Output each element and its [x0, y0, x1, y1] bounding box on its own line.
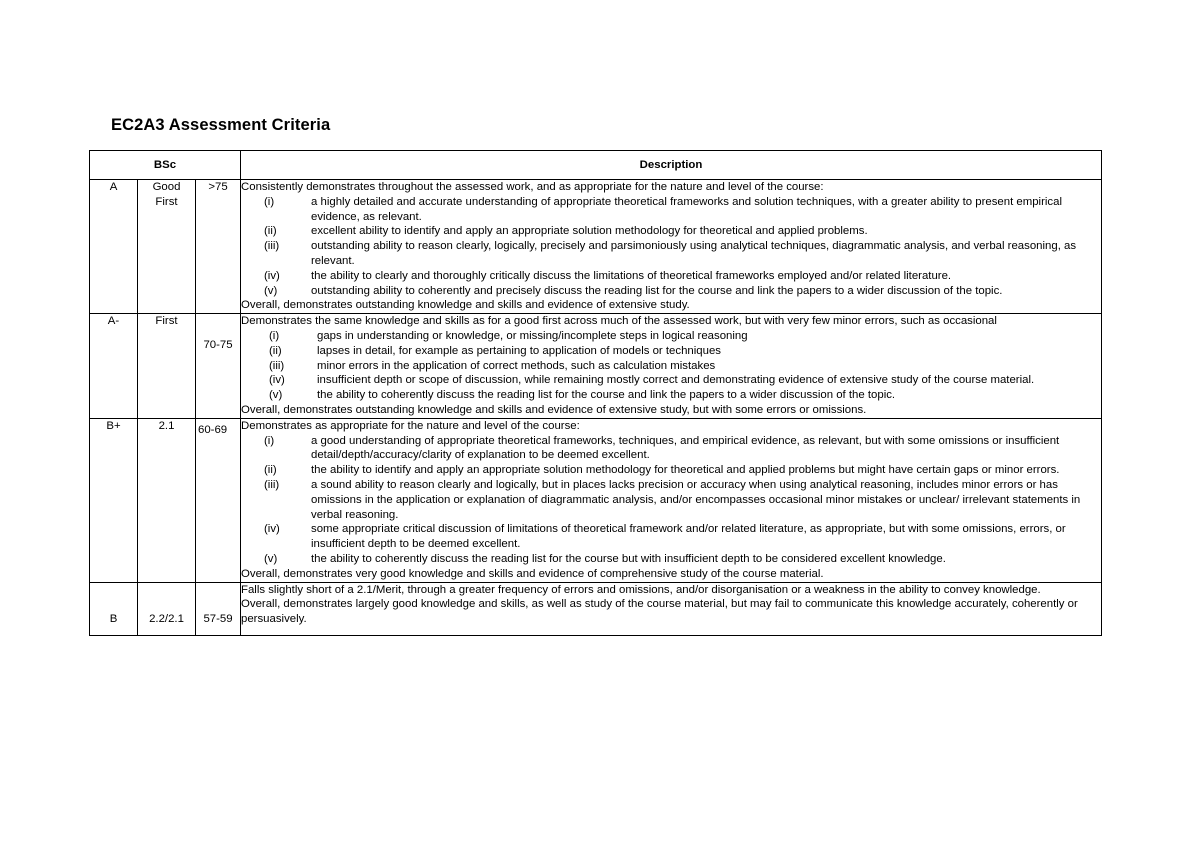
description-summary: Overall, demonstrates very good knowledge and skills and evidence of comprehensive study of the course material.: [241, 567, 824, 580]
item-number: (v): [264, 284, 278, 297]
list-item: [241, 284, 1101, 299]
item-text: outstanding ability to coherently and precisely discuss the reading list for the course and link the papers to a wider discussion of the topic.: [311, 284, 1003, 297]
item-text: a sound ability to reason clearly and logically, but in places lacks precision or accuracy when using analytical reasoning, includes minor errors or has omissions in the application or explanation of diagrammatic analysis, and/or encompasses occasional minor mistakes or unclear/ irrelevant statements in verbal reasoning.: [311, 478, 1081, 521]
list-item: [241, 195, 1101, 225]
classification-line: First: [155, 315, 178, 328]
mark-range-cell: [196, 418, 241, 582]
classification-line: First: [155, 195, 178, 208]
description-intro: Demonstrates the same knowledge and skills as for a good first across much of the assessed work, but with very few minor errors, such as occasional: [241, 315, 997, 328]
item-number: (v): [269, 389, 283, 402]
grade-cell: B: [90, 582, 138, 635]
table-row: [90, 180, 1102, 314]
criteria-list: [241, 195, 1101, 299]
assessment-criteria-table: [89, 150, 1102, 636]
table-row: [90, 418, 1102, 582]
item-text: the ability to coherently discuss the reading list for the course and link the papers to a wider discussion of the topic.: [317, 389, 896, 402]
classification-line: 2.1: [158, 419, 175, 432]
item-number: (iv): [264, 523, 280, 536]
list-item: [241, 224, 1101, 239]
grade-cell: B+: [90, 418, 138, 582]
table-header-row: [90, 151, 1102, 180]
list-item: [241, 463, 1101, 478]
description-intro: Consistently demonstrates throughout the assessed work, and as appropriate for the nature and level of the course:: [241, 181, 824, 193]
list-item: [241, 359, 1101, 374]
list-item: [241, 239, 1101, 269]
description-cell: [241, 418, 1102, 582]
item-number: (iii): [269, 359, 285, 372]
description-cell: [241, 180, 1102, 314]
description-cell: [241, 582, 1102, 635]
list-item: [241, 552, 1101, 567]
list-item: [241, 269, 1101, 284]
item-text: excellent ability to identify and apply an appropriate solution methodology for theoretical and applied problems.: [311, 225, 868, 238]
item-text: some appropriate critical discussion of limitations of theoretical framework and/or related literature, as appropriate, but with some omissions, errors, or insufficient depth to be deemed excellent.: [311, 523, 1066, 551]
description-cell: [241, 314, 1102, 419]
item-text: the ability to clearly and thoroughly critically discuss the limitations of theoretical frameworks employed and/or related literature.: [311, 269, 952, 282]
description-intro: Falls slightly short of a 2.1/Merit, through a greater frequency of errors and omissions, and/or disorganisation or a weakness in the ability to convey knowledge.: [241, 583, 1041, 596]
item-text: the ability to coherently discuss the reading list for the course but with insufficient depth to be considered excellent knowledge.: [311, 552, 946, 565]
item-number: (iii): [264, 240, 280, 253]
item-text: a good understanding of appropriate theoretical frameworks, techniques, and empirical evidence, as relevant, but with some omissions or insufficient detail/depth/accuracy/clarity of explanation to be deemed excellent.: [311, 434, 1060, 462]
mark-range-text: 60-69: [198, 423, 228, 436]
criteria-list: [241, 329, 1101, 403]
list-item: [241, 522, 1101, 552]
description-header: Description: [241, 151, 1102, 180]
item-number: (iv): [269, 374, 285, 387]
item-number: (iv): [264, 269, 280, 282]
description-summary: Overall, demonstrates outstanding knowledge and skills and evidence of extensive study, but with some errors or omissions.: [241, 403, 867, 416]
item-text: the ability to identify and apply an appropriate solution methodology for theoretical and applied problems but might have certain gaps or minor errors.: [311, 464, 1060, 477]
mark-range-cell: 70-75: [196, 314, 241, 419]
list-item: [241, 478, 1101, 522]
item-number: (ii): [264, 464, 277, 477]
table-row: [90, 314, 1102, 419]
grade-cell: A: [90, 180, 138, 314]
list-item: [241, 434, 1101, 464]
classification-cell: [138, 582, 196, 635]
bsc-header: BSc: [90, 151, 241, 180]
mark-range-cell: 57-59: [196, 582, 241, 635]
grade-cell: A-: [90, 314, 138, 419]
description-intro: Demonstrates as appropriate for the nature and level of the course:: [241, 419, 580, 432]
mark-range-cell: >75: [196, 180, 241, 314]
item-text: outstanding ability to reason clearly, logically, precisely and parsimoniously using analytical techniques, diagrammatic analysis, and verbal reasoning, as relevant.: [311, 240, 1077, 267]
list-item: [241, 329, 1101, 344]
item-number: (i): [269, 329, 280, 342]
item-number: (i): [264, 434, 275, 447]
list-item: [241, 344, 1101, 359]
list-item: [241, 388, 1101, 403]
list-item: [241, 373, 1101, 388]
item-number: (ii): [269, 344, 282, 357]
classification-cell: [138, 418, 196, 582]
item-number: (i): [264, 195, 275, 208]
classification-cell: [138, 314, 196, 419]
criteria-list: [241, 434, 1101, 567]
item-text: minor errors in the application of correct methods, such as calculation mistakes: [317, 359, 716, 372]
classification-cell: [138, 180, 196, 314]
description-summary: Overall, demonstrates largely good knowledge and skills, as well as study of the course material, but may fail to communicate this knowledge accurately, coherently or persuasively.: [241, 598, 1078, 626]
description-summary: Overall, demonstrates outstanding knowledge and skills and evidence of extensive study.: [241, 299, 690, 312]
item-text: lapses in detail, for example as pertaining to application of models or techniques: [317, 344, 721, 357]
item-number: (v): [264, 552, 278, 565]
item-text: a highly detailed and accurate understanding of appropriate theoretical frameworks and solution techniques, with a greater ability to present empirical evidence, as relevant.: [311, 195, 1062, 223]
classification-line: 2.2/2.1: [149, 612, 184, 625]
item-text: insufficient depth or scope of discussion, while remaining mostly correct and demonstrating evidence of extensive study of the course material.: [317, 374, 1035, 387]
item-text: gaps in understanding or knowledge, or missing/incomplete steps in logical reasoning: [317, 329, 748, 342]
item-number: (iii): [264, 478, 280, 491]
classification-line: Good: [152, 181, 181, 193]
table-row: [90, 582, 1102, 635]
item-number: (ii): [264, 225, 277, 238]
page-title: EC2A3 Assessment Criteria: [111, 116, 331, 134]
